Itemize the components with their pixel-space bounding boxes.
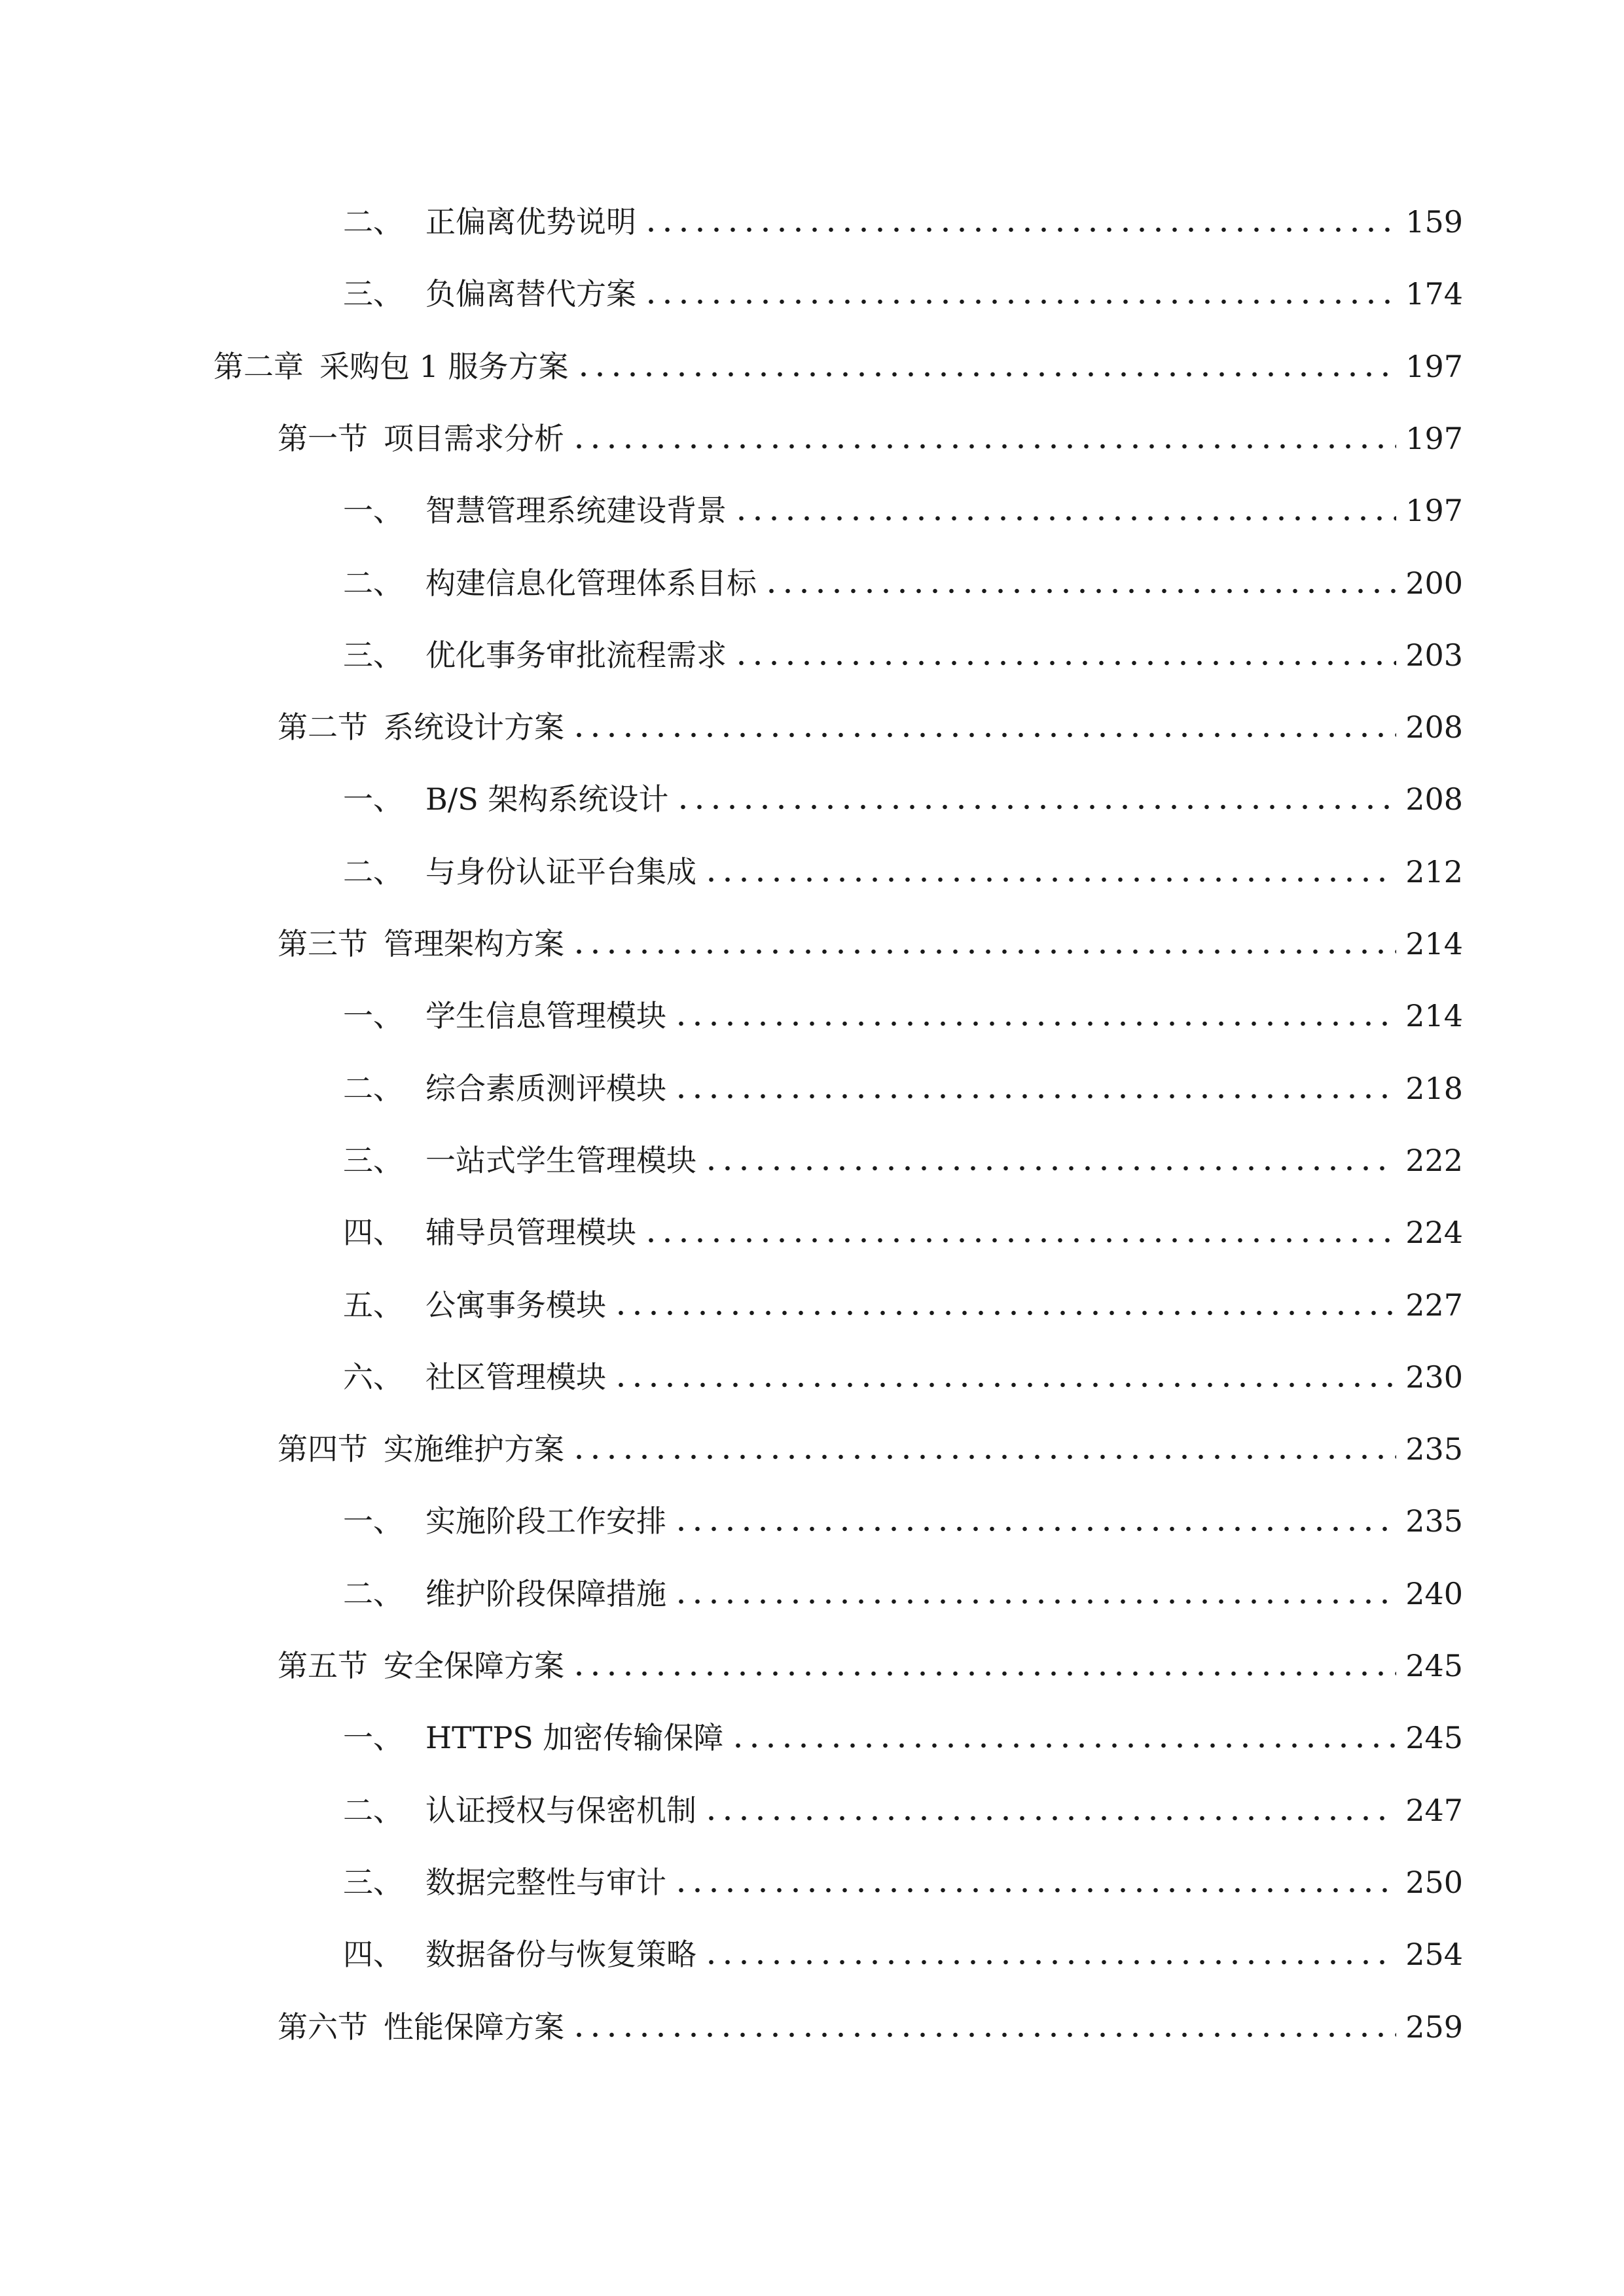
toc-entry[interactable]	[343, 266, 1463, 312]
toc-entry[interactable]	[343, 844, 1463, 889]
toc-entry-page-number: 214	[1405, 926, 1463, 961]
toc-entry-title: 与身份认证平台集成	[425, 854, 696, 889]
toc-entry-title: 公寓事务模块	[425, 1287, 606, 1323]
dot-leader	[733, 493, 1396, 528]
toc-entry-title: 智慧管理系统建设背景	[425, 493, 727, 528]
toc-entry[interactable]	[343, 482, 1463, 528]
dot-leader	[575, 349, 1397, 384]
toc-entry-page-number: 235	[1405, 1503, 1463, 1539]
toc-entry-page-number: 174	[1405, 276, 1463, 312]
toc-entry[interactable]	[278, 1421, 1463, 1467]
toc-entry-title: 优化事务审批流程需求	[425, 637, 727, 673]
toc-entry-page-number: 200	[1405, 565, 1463, 601]
toc-entry[interactable]	[343, 1349, 1463, 1395]
toc-entry-title: 社区管理模块	[425, 1359, 606, 1395]
toc-entry[interactable]	[278, 1999, 1463, 2045]
toc-entry-page-number: 218	[1405, 1071, 1463, 1106]
toc-entry[interactable]	[343, 1204, 1463, 1250]
toc-entry-page-number: 203	[1405, 637, 1463, 673]
dot-leader	[571, 709, 1396, 745]
dot-leader	[673, 1071, 1396, 1106]
toc-entry-title: 学生信息管理模块	[425, 998, 666, 1033]
toc-entry-title: 性能保障方案	[384, 2009, 564, 2045]
toc-entry-page-number: 159	[1405, 204, 1463, 240]
toc-entry[interactable]	[343, 1060, 1463, 1106]
dot-leader	[703, 1937, 1396, 1972]
toc-entry-number: 一、	[343, 493, 403, 528]
toc-entry[interactable]	[343, 771, 1463, 817]
toc-entry-page-number: 250	[1405, 1865, 1463, 1900]
toc-entry-page-number: 224	[1405, 1215, 1463, 1250]
toc-entry-title: 辅导员管理模块	[425, 1215, 636, 1250]
dot-leader	[730, 1720, 1396, 1755]
toc-entry-number: 三、	[343, 1143, 403, 1178]
dot-leader	[571, 1431, 1396, 1467]
toc-entry-number: 三、	[343, 276, 403, 312]
toc-entry-title: 安全保障方案	[384, 1648, 564, 1683]
toc-entry-number: 二、	[343, 204, 403, 240]
dot-leader	[673, 1865, 1396, 1900]
toc-entry[interactable]	[343, 1493, 1463, 1539]
dot-leader	[571, 421, 1396, 456]
toc-entry-number: 二、	[343, 1071, 403, 1106]
toc-entry-title: HTTPS 加密传输保障	[425, 1720, 724, 1755]
toc-entry-page-number: 240	[1405, 1576, 1463, 1611]
toc-entry-number: 第二章	[213, 349, 304, 384]
toc-entry-number: 二、	[343, 1576, 403, 1611]
toc-entry-page-number: 230	[1405, 1359, 1463, 1395]
toc-entry-page-number: 235	[1405, 1431, 1463, 1467]
dot-leader	[571, 2009, 1396, 2045]
toc-entry-page-number: 197	[1405, 349, 1463, 384]
toc-entry-number: 第六节	[278, 2009, 368, 2045]
toc-entry-number: 第五节	[278, 1648, 368, 1683]
toc-entry-title: 正偏离优势说明	[425, 204, 636, 240]
toc-entry[interactable]	[343, 1926, 1463, 1972]
toc-entry-page-number: 197	[1405, 421, 1463, 456]
dot-leader	[613, 1359, 1396, 1395]
toc-entry-number: 六、	[343, 1359, 403, 1395]
toc-entry-number: 四、	[343, 1937, 403, 1972]
toc-entry-page-number: 247	[1405, 1793, 1463, 1828]
toc-entry-page-number: 259	[1405, 2009, 1463, 2045]
toc-entry-title: 管理架构方案	[384, 926, 564, 961]
toc-entry-title: B/S 架构系统设计	[425, 781, 669, 817]
toc-entry-number: 一、	[343, 998, 403, 1033]
toc-entry-number: 五、	[343, 1287, 403, 1323]
toc-entry-title: 实施维护方案	[384, 1431, 564, 1467]
toc-entry[interactable]	[278, 699, 1463, 745]
toc-entry[interactable]	[343, 1854, 1463, 1900]
dot-leader	[763, 565, 1396, 601]
toc-entry-title: 一站式学生管理模块	[425, 1143, 696, 1178]
toc-entry-page-number: 197	[1405, 493, 1463, 528]
toc-entry[interactable]	[343, 988, 1463, 1033]
toc-entry[interactable]	[343, 627, 1463, 673]
toc-entry-number: 一、	[343, 1503, 403, 1539]
toc-entry[interactable]	[343, 1132, 1463, 1178]
dot-leader	[703, 1793, 1396, 1828]
dot-leader	[733, 637, 1396, 673]
toc-entry-page-number: 227	[1405, 1287, 1463, 1323]
toc-entry-number: 三、	[343, 637, 403, 673]
dot-leader	[703, 854, 1396, 889]
dot-leader	[643, 204, 1396, 240]
toc-entry-title: 数据完整性与审计	[425, 1865, 666, 1900]
toc-entry[interactable]	[343, 1566, 1463, 1611]
toc-entry-number: 一、	[343, 781, 403, 817]
dot-leader	[703, 1143, 1396, 1178]
toc-entry-number: 三、	[343, 1865, 403, 1900]
dot-leader	[643, 276, 1396, 312]
toc-entry-title: 采购包 1 服务方案	[319, 349, 569, 384]
toc-entry[interactable]	[343, 194, 1463, 240]
toc-entry-title: 数据备份与恢复策略	[425, 1937, 696, 1972]
toc-entry-page-number: 208	[1405, 709, 1463, 745]
toc-entry-page-number: 212	[1405, 854, 1463, 889]
toc-entry-page-number: 222	[1405, 1143, 1463, 1178]
toc-entry-number: 第四节	[278, 1431, 368, 1467]
toc-entry[interactable]	[213, 338, 1463, 384]
toc-entry-page-number: 208	[1405, 781, 1463, 817]
toc-entry-page-number: 245	[1405, 1648, 1463, 1683]
toc-entry-title: 实施阶段工作安排	[425, 1503, 666, 1539]
dot-leader	[675, 781, 1396, 817]
toc-entry-number: 四、	[343, 1215, 403, 1250]
toc-entry-number: 二、	[343, 1793, 403, 1828]
toc-entry-number: 二、	[343, 854, 403, 889]
dot-leader	[643, 1215, 1396, 1250]
dot-leader	[571, 926, 1396, 961]
toc-entry-title: 负偏离替代方案	[425, 276, 636, 312]
toc-entry-page-number: 245	[1405, 1720, 1463, 1755]
dot-leader	[673, 1503, 1396, 1539]
toc-entry-page-number: 254	[1405, 1937, 1463, 1972]
toc-entry-title: 维护阶段保障措施	[425, 1576, 666, 1611]
toc-entry-page-number: 214	[1405, 998, 1463, 1033]
toc-entry-number: 一、	[343, 1720, 403, 1755]
toc-entry[interactable]	[278, 410, 1463, 456]
dot-leader	[673, 998, 1396, 1033]
dot-leader	[673, 1576, 1396, 1611]
toc-entry-number: 第一节	[278, 421, 368, 456]
toc-entry-number: 第三节	[278, 926, 368, 961]
toc-entry-title: 构建信息化管理体系目标	[425, 565, 757, 601]
toc-entry[interactable]	[278, 1638, 1463, 1683]
toc-entry-title: 综合素质测评模块	[425, 1071, 666, 1106]
toc-entry-number: 二、	[343, 565, 403, 601]
toc-entry[interactable]	[278, 916, 1463, 961]
toc-entry[interactable]	[343, 1710, 1463, 1755]
toc-entry[interactable]	[343, 1277, 1463, 1323]
toc-entry-number: 第二节	[278, 709, 368, 745]
dot-leader	[613, 1287, 1396, 1323]
toc-entry-title: 项目需求分析	[384, 421, 564, 456]
toc-entry[interactable]	[343, 1782, 1463, 1828]
toc-entry-title: 认证授权与保密机制	[425, 1793, 696, 1828]
toc-entry-title: 系统设计方案	[384, 709, 564, 745]
dot-leader	[571, 1648, 1396, 1683]
toc-entry[interactable]	[343, 555, 1463, 601]
